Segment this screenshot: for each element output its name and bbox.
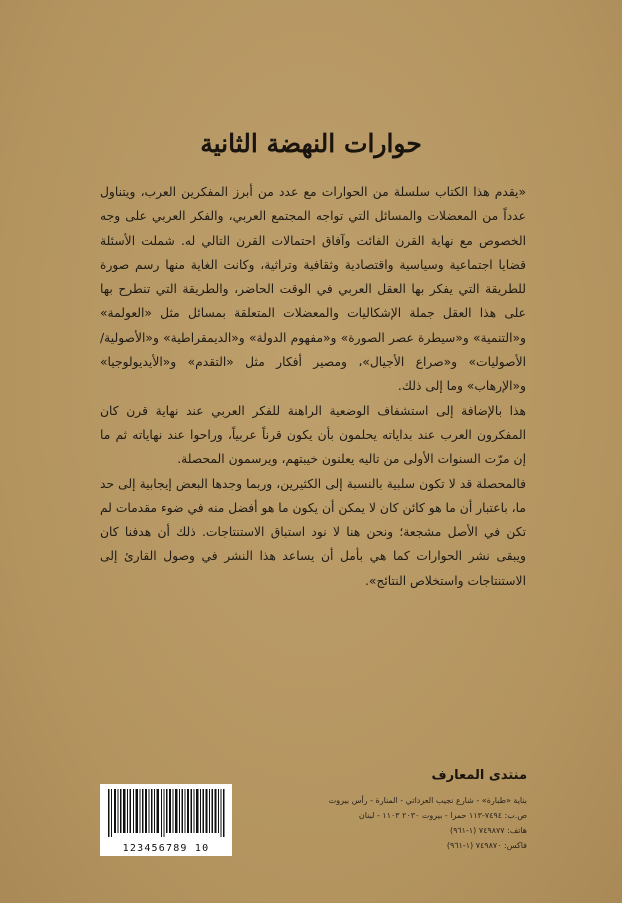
book-title: حوارات النهضة الثانية [200, 128, 422, 158]
publisher-phone: هاتف: ٧٤٩٨٧٧ (١-٩٦١) [449, 826, 527, 835]
publisher-info [245, 768, 527, 853]
publisher-address-line: بناية «طبارة» - شارع نجيب العرداتي - المنارة - رأس بيروت [328, 796, 527, 805]
barcode-bars-icon [106, 789, 226, 837]
blurb-text [100, 180, 526, 593]
publisher-name: منتدى المعارف [431, 768, 527, 783]
barcode [100, 784, 232, 856]
barcode-number: 123456789 10 [122, 843, 210, 854]
blurb-paragraph: فالمحصلة قد لا تكون سلبية بالنسبة إلى الكثيرين، وربما وجدها البعض إيجابية إلى حد ما، باعتبار أن ما هو كائن كان لا يمكن أن يكون ما هو أفضل منه في ضوء مقدمات لم تكن في الأصل مشجعة؛ ونحن هنا لا نود استباق الاستنتاجات. ذلك أن هدفنا كان ويبقى نشر الحوارات كما هي بأمل أن يساعد هذا النشر في وصول القارئ إلى الاستنتاجات واستخلاص النتائج». [100, 476, 526, 588]
blurb-paragraph: هذا بالإضافة إلى استشفاف الوضعية الراهنة للفكر العربي عند نهاية قرن كان المفكرون العرب عند بداياته يحلمون بأن يكون قرناً عربياً، وراحوا عند نهاياته ثم ما إن مرّت السنوات الأولى من تاليه يعلنون خيبتهم، ويرسمون المحصلة. [100, 403, 526, 467]
publisher-address-line: ص.ب: ٧٤٩٤-١١٣ حمرا - بيروت ٢٠٣٠ ١١٠٣ - لبنان [358, 811, 527, 820]
publisher-fax: فاكس: ٧٤٩٨٧٠ (١-٩٦١) [446, 841, 527, 850]
blurb-paragraph: «يقدم هذا الكتاب سلسلة من الحوارات مع عدد من أبرز المفكرين العرب، ويتناول عدداً من المعضلات والمسائل التي تواجه المجتمع العربي، والفكر العربي على وجه الخصوص مع نهاية القرن الفائت وآفاق احتمالات القرن التالي له. شملت الأسئلة قضايا اجتماعية وسياسية واقتصادية وثقافية وتراثية، وكانت الغاية منها رسم صورة للطريقة التي يفكر بها العقل العربي في الوقت الحاضر، والطريقة التي تنطرح بها على هذا العقل جملة الإشكاليات والمعضلات المتعلقة بمسائل مثل «العولمة» و«التنمية» و«سيطرة عصر الصورة» و«مفهوم الدولة» و«الديمقراطية» و«الأصولية/ الأصوليات» و«صراع الأجيال»، ومصير أفكار مثل «التقدم» و«الأيديولوجيا» و«الإرهاب» وما إلى ذلك. [100, 185, 526, 394]
